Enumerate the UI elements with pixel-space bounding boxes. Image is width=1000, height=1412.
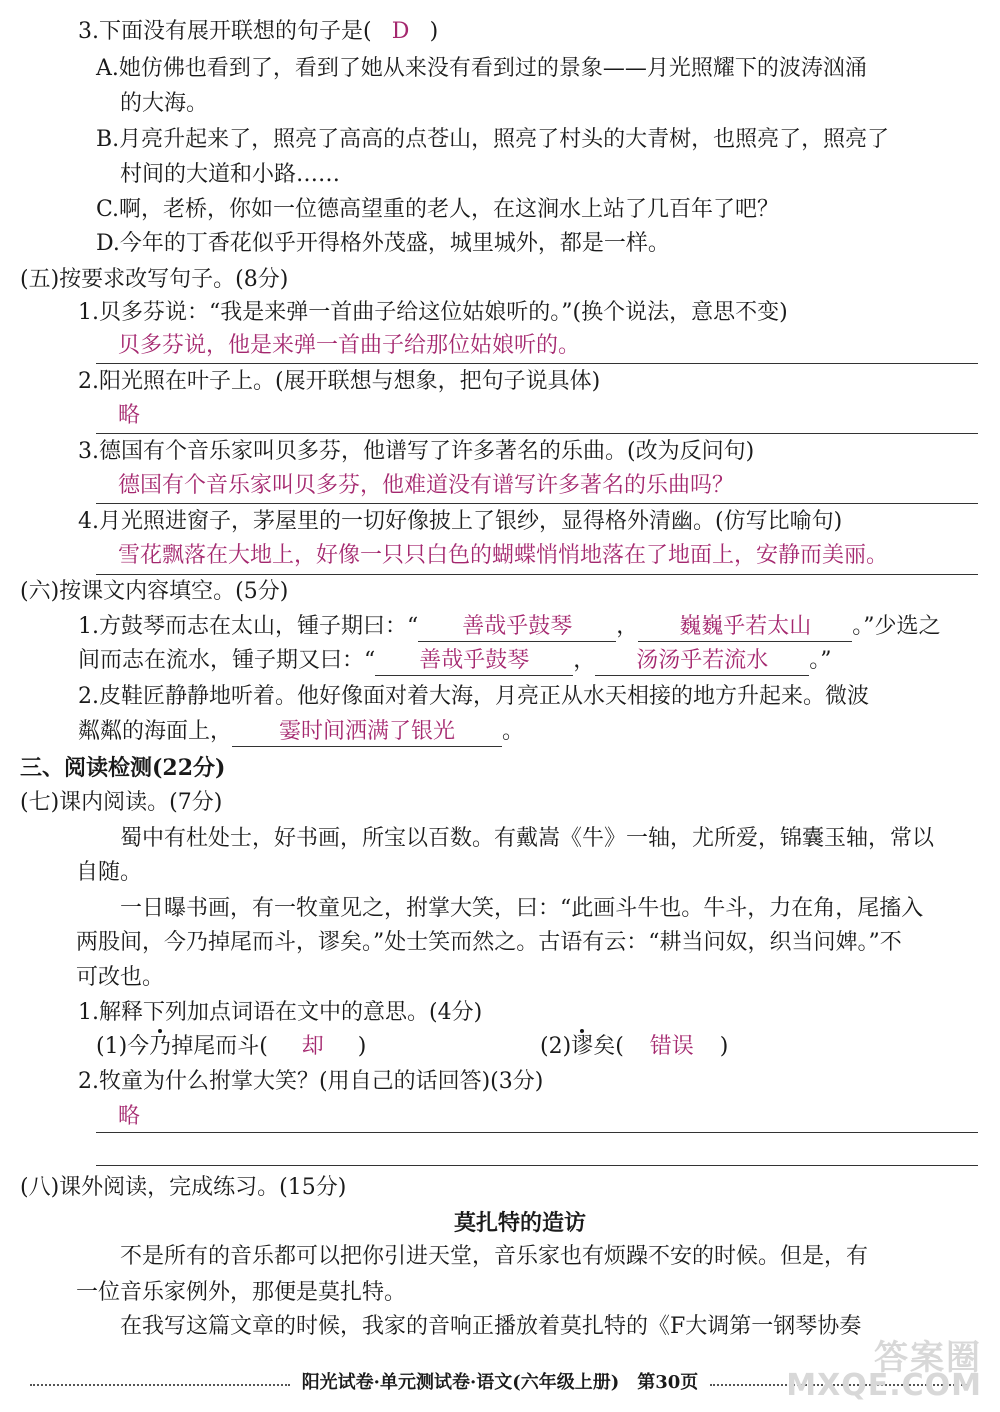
s6-q1-sep-1: ， [616,614,639,639]
s6-q2-text-c: 。 [502,719,525,744]
s7-passage-p2-line1: 一日曝书画，有一牧童见之，拊掌大笑，曰：“此画斗牛也。牛斗，力在角，尾搐入 [120,896,924,921]
q3-stem-close: ) [429,19,439,44]
section-7-heading: (七)课内阅读。(7分) [20,790,223,815]
s5-question-2: 2.阳光照在叶子上。(展开联想与想象，把句子说具体) [78,369,601,394]
s7-q1b-dotted-word: 谬 [571,1031,593,1063]
s6-question-2-line2 [78,716,524,748]
s6-q1-text-e: 。” [809,648,832,673]
s7-passage-p2-line3: 可改也。 [76,965,165,990]
s8-passage-p1-line2: 一位音乐家例外，那便是莫扎特。 [76,1280,407,1305]
q3-stem-text: 3.下面没有展开联想的句子是( [78,19,372,44]
s7-q1b-close: ) [719,1034,729,1059]
s5-answer-line-1 [96,363,978,364]
s7-passage-p2-line2: 两股间，今乃掉尾而斗，谬矣。”处士笑而然之。古语有云：“耕当问奴，织当问婢。”不 [76,930,902,955]
s7-q1a-dotted-word: 乃 [149,1031,171,1063]
q3-answer: D [391,19,410,44]
s6-blank-2: 巍巍乎若太山 [638,613,852,642]
s5-answer-4: 雪花飘落在大地上，好像一只只白色的蝴蝶悄悄地落在了地面上，安静而美丽。 [118,543,889,568]
s7-answer-2: 略 [118,1104,141,1129]
s5-question-3: 3.德国有个音乐家叫贝多芬，他谱写了许多著名的乐曲。(改为反问句) [78,439,755,464]
section-5-heading: (五)按要求改写句子。(8分) [20,267,289,292]
s7-passage-p1-line2: 自随。 [76,860,143,885]
q3-option-c: C.啊，老桥，你如一位德高望重的老人，在这涧水上站了几百年了吧？ [96,197,780,222]
q3-option-b-cont: 村间的大道和小路…… [120,162,341,187]
q3-option-a: A.她仿佛也看到了，看到了她从来没有看到过的景象——月光照耀下的波涛汹涌 [96,56,867,81]
s6-q1-text-d: 间而志在流水，锺子期又曰：“ [78,648,376,673]
s7-question-2: 2.牧童为什么拊掌大笑？(用自己的话回答)(3分) [78,1069,544,1094]
q3-option-d: D.今年的丁香花似乎开得格外茂盛，城里城外，都是一样。 [96,231,670,256]
s8-passage-p1-line1: 不是所有的音乐都可以把你引进天堂，音乐家也有烦躁不安的时候。但是，有 [120,1244,869,1269]
s5-answer-1: 贝多芬说，他是来弹一首曲子给那位姑娘听的。 [118,333,581,358]
section-8-heading: (八)课外阅读，完成练习。(15分) [20,1175,347,1200]
s6-q2-text-b: 粼粼的海面上， [78,719,233,744]
s7-passage-p1-line1: 蜀中有杜处士，好书画，所宝以百数。有戴嵩《牛》一轴，尤所爱，锦囊玉轴，常以 [120,826,935,851]
s7-answer-line-2 [96,1165,978,1166]
s6-question-1-line2 [78,645,832,677]
q3-option-a-cont: 的大海。 [120,91,209,116]
s6-blank-3: 善哉乎鼓琴 [375,647,573,676]
s6-question-1-line1 [78,611,941,643]
q3-stem [78,16,438,48]
footer-text: 阳光试卷·单元测试卷·语文(六年级上册) 第30页 [301,1372,699,1393]
s6-blank-4: 汤汤乎若流水 [595,647,809,676]
s7-q1a-answer: 却 [301,1034,324,1059]
part-3-heading: 三、阅读检测(22分) [20,755,226,781]
s6-q1-text-c: 。”少选之 [852,614,941,639]
s6-blank-5: 霎时间洒满了银光 [232,718,502,747]
s6-q1-text-a: 1.方鼓琴而志在太山，锺子期曰：“ [78,614,419,639]
s6-question-2-line1: 2.皮鞋匠静静地听着。他好像面对着大海，月亮正从水天相接的地方升起来。微波 [78,684,869,709]
s7-question-1: 1.解释下列加点词语在文中的意思。(4分) [78,1000,483,1025]
s6-q1-sep-2: ， [573,648,596,673]
watermark-line-2: MXQE.COM [786,1368,982,1403]
s8-article-title: 莫扎特的造访 [453,1210,586,1236]
s5-answer-3: 德国有个音乐家叫贝多芬，他难道没有谱写许多著名的乐曲吗？ [118,473,735,498]
s7-q1a-pre: (1)今 [96,1034,150,1059]
s8-passage-p2-line1: 在我写这篇文章的时候，我家的音响正播放着莫扎特的《F大调第一钢琴协奏 [120,1314,862,1339]
s7-answer-line-1 [96,1132,978,1133]
watermark-line-1: 答案圈 [874,1338,982,1378]
s5-question-4: 4.月光照进窗子，茅屋里的一切好像披上了银纱，显得格外清幽。(仿写比喻句) [78,509,843,534]
s5-answer-line-4 [96,574,978,575]
footer-left-rule [30,1384,290,1386]
s7-q1a-post: 掉尾而斗( [171,1034,268,1059]
s5-question-1: 1.贝多芬说：“我是来弹一首曲子给这位姑娘听的。”(换个说法，意思不变) [78,300,788,325]
s7-question-1b [540,1031,728,1063]
section-6-heading: (六)按课文内容填空。(5分) [20,579,289,604]
s6-blank-1: 善哉乎鼓琴 [418,613,616,642]
s7-question-1a [96,1031,366,1063]
s5-answer-line-2 [96,433,978,434]
watermark-logo [786,1330,992,1408]
s7-q1b-post: 矣( [593,1034,624,1059]
s7-q1b-pre: (2) [540,1034,572,1059]
s5-answer-2: 略 [118,403,141,428]
s7-q1b-answer: 错误 [649,1034,694,1059]
s7-q1a-close: ) [357,1034,367,1059]
q3-option-b: B.月亮升起来了，照亮了高高的点苍山，照亮了村头的大青树，也照亮了，照亮了 [96,127,890,152]
s5-answer-line-3 [96,503,978,504]
